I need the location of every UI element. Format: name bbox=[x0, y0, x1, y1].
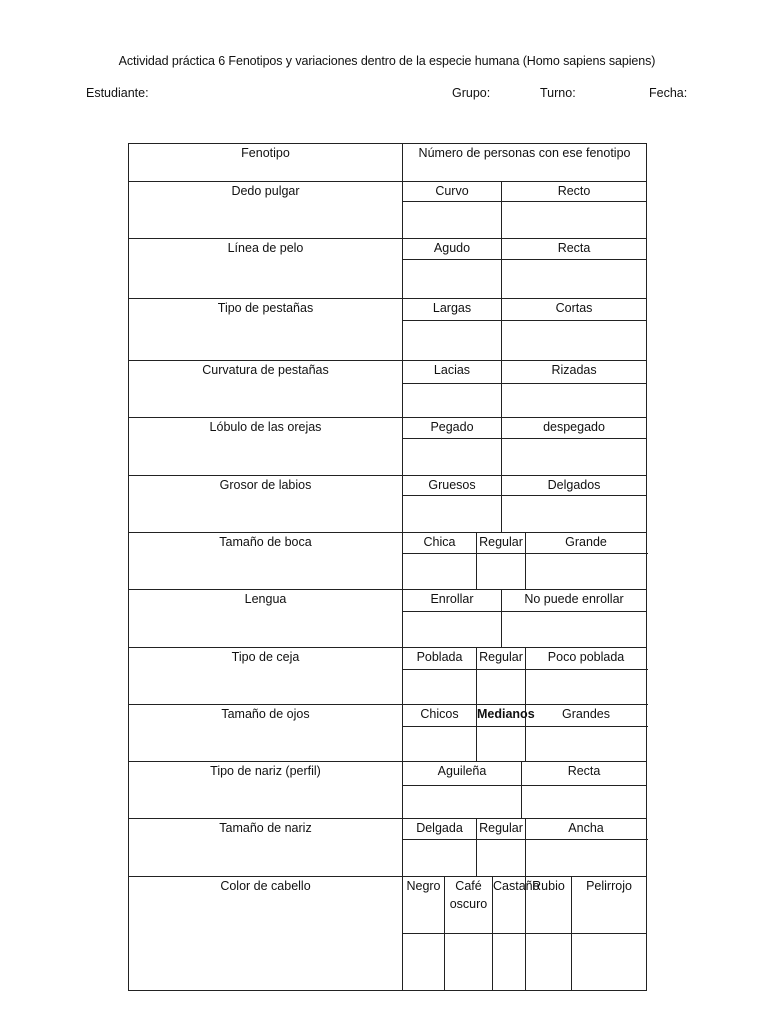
count-cell[interactable] bbox=[403, 202, 502, 239]
phenotype-name: Lóbulo de las orejas bbox=[129, 418, 403, 476]
phenotype-name: Grosor de labios bbox=[129, 476, 403, 533]
count-cell[interactable] bbox=[502, 202, 647, 239]
header-fenotipo: Fenotipo bbox=[129, 144, 403, 182]
option-label: Enrollar bbox=[403, 590, 502, 612]
grupo-label: Grupo: bbox=[452, 86, 491, 100]
option-label: Poco poblada bbox=[526, 648, 647, 670]
option-label: Grandes bbox=[526, 705, 647, 727]
count-cell[interactable] bbox=[403, 260, 502, 299]
table-row bbox=[129, 877, 647, 934]
option-label: Curvo bbox=[403, 182, 502, 202]
option-label: Agudo bbox=[403, 239, 502, 260]
count-cell[interactable] bbox=[477, 840, 526, 877]
count-cell[interactable] bbox=[502, 612, 647, 648]
table-row bbox=[129, 533, 647, 554]
count-cell[interactable] bbox=[526, 727, 647, 762]
option-label: Recta bbox=[502, 239, 647, 260]
estudiante-label: Estudiante: bbox=[86, 86, 149, 100]
option-label: Chicos bbox=[403, 705, 477, 727]
option-label: Delgados bbox=[502, 476, 647, 496]
table-row bbox=[129, 590, 647, 612]
option-label: Cortas bbox=[502, 299, 647, 321]
table-row bbox=[129, 299, 647, 321]
phenotype-name: Tipo de nariz (perfil) bbox=[129, 762, 403, 819]
count-cell[interactable] bbox=[403, 554, 477, 590]
count-cell[interactable] bbox=[403, 439, 502, 476]
phenotype-name: Dedo pulgar bbox=[129, 182, 403, 239]
option-label: Aguileña bbox=[403, 762, 522, 786]
phenotype-table bbox=[128, 143, 647, 991]
option-label: Rizadas bbox=[502, 361, 647, 384]
phenotype-name: Tipo de ceja bbox=[129, 648, 403, 705]
count-cell[interactable] bbox=[477, 727, 526, 762]
table-row bbox=[129, 361, 647, 384]
turno-label: Turno: bbox=[540, 86, 576, 100]
option-label: Ancha bbox=[526, 819, 647, 840]
count-cell[interactable] bbox=[502, 496, 647, 533]
option-label: Café oscuro bbox=[445, 877, 493, 934]
count-cell[interactable] bbox=[502, 260, 647, 299]
count-cell[interactable] bbox=[403, 496, 502, 533]
count-cell[interactable] bbox=[502, 439, 647, 476]
count-cell[interactable] bbox=[403, 934, 445, 991]
count-cell[interactable] bbox=[572, 934, 647, 991]
option-label: Rubio bbox=[526, 877, 572, 934]
option-label: Chica bbox=[403, 533, 477, 554]
phenotype-name: Tipo de pestañas bbox=[129, 299, 403, 361]
count-cell[interactable] bbox=[526, 840, 647, 877]
phenotype-name: Lengua bbox=[129, 590, 403, 648]
option-label: Castaño bbox=[493, 877, 526, 934]
header-numero-personas: Número de personas con ese fenotipo bbox=[403, 144, 647, 182]
count-cell[interactable] bbox=[403, 727, 477, 762]
option-label: Recto bbox=[502, 182, 647, 202]
document-title: Actividad práctica 6 Fenotipos y variaciones dentro de la especie humana (Homo sapiens sapiens) bbox=[118, 54, 656, 68]
option-label: despegado bbox=[502, 418, 647, 439]
table-row bbox=[129, 418, 647, 439]
option-label: Regular bbox=[477, 819, 526, 840]
table-row bbox=[129, 648, 647, 670]
option-label: No puede enrollar bbox=[502, 590, 647, 612]
option-label: Regular bbox=[477, 648, 526, 670]
count-cell[interactable] bbox=[403, 840, 477, 877]
option-label: Grande bbox=[526, 533, 647, 554]
option-label: Largas bbox=[403, 299, 502, 321]
phenotype-name: Color de cabello bbox=[129, 877, 403, 991]
option-label: Pegado bbox=[403, 418, 502, 439]
option-label: Medianos bbox=[477, 705, 526, 727]
phenotype-name: Tamaño de nariz bbox=[129, 819, 403, 877]
fecha-label: Fecha: bbox=[649, 86, 688, 100]
table-row bbox=[129, 819, 647, 840]
count-cell[interactable] bbox=[502, 321, 647, 361]
table-row bbox=[129, 182, 647, 202]
count-cell[interactable] bbox=[403, 786, 522, 819]
table-row bbox=[129, 476, 647, 496]
table-row bbox=[129, 762, 647, 786]
table-header-row bbox=[129, 144, 647, 182]
count-cell[interactable] bbox=[502, 384, 647, 418]
option-label: Negro bbox=[403, 877, 445, 934]
count-cell[interactable] bbox=[445, 934, 493, 991]
option-label: Recta bbox=[522, 762, 647, 786]
phenotype-name: Curvatura de pestañas bbox=[129, 361, 403, 418]
table-row bbox=[129, 239, 647, 260]
count-cell[interactable] bbox=[526, 934, 572, 991]
option-label: Regular bbox=[477, 533, 526, 554]
count-cell[interactable] bbox=[403, 670, 477, 705]
phenotype-name: Tamaño de ojos bbox=[129, 705, 403, 762]
option-label: Lacias bbox=[403, 361, 502, 384]
count-cell[interactable] bbox=[526, 670, 647, 705]
count-cell[interactable] bbox=[403, 612, 502, 648]
count-cell[interactable] bbox=[522, 786, 647, 819]
phenotype-name: Línea de pelo bbox=[129, 239, 403, 299]
option-label: Gruesos bbox=[403, 476, 502, 496]
phenotype-name: Tamaño de boca bbox=[129, 533, 403, 590]
table-row bbox=[129, 705, 647, 727]
option-label: Pelirrojo bbox=[572, 877, 647, 934]
option-label: Poblada bbox=[403, 648, 477, 670]
count-cell[interactable] bbox=[477, 670, 526, 705]
count-cell[interactable] bbox=[403, 321, 502, 361]
count-cell[interactable] bbox=[526, 554, 647, 590]
count-cell[interactable] bbox=[403, 384, 502, 418]
count-cell[interactable] bbox=[477, 554, 526, 590]
option-label: Delgada bbox=[403, 819, 477, 840]
count-cell[interactable] bbox=[493, 934, 526, 991]
